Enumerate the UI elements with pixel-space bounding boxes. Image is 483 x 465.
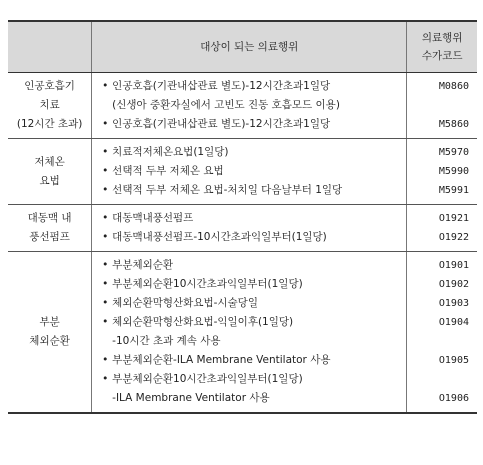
bullet-mark: • (102, 316, 109, 328)
procedure-code: O1902 (438, 279, 469, 290)
activity-line (102, 115, 406, 134)
procedure-code: O1906 (438, 393, 469, 404)
table-body (8, 73, 477, 414)
category-cell (8, 205, 92, 252)
code-cell (407, 73, 477, 139)
activity-text: 인공호흡(기관내삽관료 별도)-12시간초과1일당 (112, 80, 331, 92)
activity-text: (신생아 중환자실에서 고빈도 진동 호흡모드 이용) (112, 99, 340, 111)
activity-line (102, 332, 406, 351)
procedure-code: O1903 (438, 298, 469, 309)
bullet-mark: • (102, 297, 109, 309)
header-activity-cell: 대상이 되는 의료행위 (92, 21, 407, 73)
procedure-code (407, 332, 469, 351)
table-row (8, 205, 477, 252)
activity-line (102, 209, 406, 228)
category-label-line: 인공호흡기 (24, 80, 75, 92)
category-cell (8, 252, 92, 414)
bullet-mark: • (102, 80, 109, 92)
code-cell (407, 252, 477, 414)
activity-text: 선택적 두부 저체온 요법 (112, 165, 224, 177)
activity-line (102, 389, 406, 408)
procedure-code: M5990 (438, 166, 469, 177)
activity-text: -ILA Membrane Ventilator 사용 (112, 392, 270, 404)
category-label-line: 체외순환 (29, 335, 70, 347)
table-row (8, 139, 477, 205)
bullet-mark: • (102, 231, 109, 243)
activity-text: 체외순환막형산화요법-익일이후(1일당) (112, 316, 294, 328)
procedure-code (407, 96, 469, 115)
activity-line (102, 96, 406, 115)
bullet-mark: • (102, 212, 109, 224)
activity-line (102, 228, 406, 247)
bullet-mark: • (102, 146, 109, 158)
code-cell (407, 139, 477, 205)
category-label-line: 대동맥 내 (27, 212, 72, 224)
bullet-mark: • (102, 373, 109, 385)
activity-text: 부분체외순환-ILA Membrane Ventilator 사용 (112, 354, 331, 366)
activity-text: 치료적저체온요법(1일당) (112, 146, 229, 158)
procedure-code: O1901 (438, 260, 469, 271)
procedure-code: M5860 (438, 119, 469, 130)
code-cell (407, 205, 477, 252)
table-row (8, 73, 477, 139)
category-label-line: 저체온 (34, 155, 65, 168)
procedure-code: O1921 (438, 213, 469, 224)
activity-cell (92, 252, 407, 414)
activity-line (102, 162, 406, 181)
procedure-code: O1904 (438, 317, 469, 328)
bullet-mark: • (102, 354, 109, 366)
activity-line (102, 181, 406, 200)
bullet-mark: • (102, 259, 109, 271)
table-header-row (8, 21, 477, 73)
activity-text: 대동맥내풍선펌프 (112, 212, 194, 224)
activity-cell (92, 205, 407, 252)
procedure-code-table (8, 20, 477, 414)
procedure-code: O1905 (438, 355, 469, 366)
procedure-code: O1922 (438, 232, 469, 243)
activity-cell (92, 139, 407, 205)
activity-line (102, 351, 406, 370)
header-category-cell (8, 21, 92, 73)
activity-text: 대동맥내풍선펌프-10시간초과익일부터(1일당) (112, 231, 327, 243)
activity-line (102, 313, 406, 332)
category-label-line: 풍선펌프 (29, 231, 70, 243)
procedure-code: M5991 (438, 185, 469, 196)
category-label-line: 치료 (39, 99, 60, 111)
bullet-mark: • (102, 184, 109, 196)
table-row (8, 252, 477, 414)
activity-text: 부분체외순환 (112, 259, 174, 271)
category-cell (8, 73, 92, 139)
activity-line (102, 275, 406, 294)
activity-line (102, 77, 406, 96)
procedure-code: M5970 (438, 147, 469, 158)
procedure-code (407, 370, 469, 389)
bullet-mark: • (102, 165, 109, 177)
activity-line (102, 370, 406, 389)
header-code-label-line1: 의료행위 (421, 32, 463, 44)
bullet-mark: • (102, 118, 109, 130)
activity-cell (92, 73, 407, 139)
bullet-mark: • (102, 278, 109, 290)
category-label-line: 부분 (39, 316, 60, 328)
procedure-code: M0860 (438, 81, 469, 92)
category-label-line: 요법 (39, 174, 60, 187)
activity-text: 선택적 두부 저체온 요법-처치일 다음날부터 1일당 (112, 184, 343, 196)
activity-text: -10시간 초과 계속 사용 (112, 335, 221, 347)
activity-line (102, 143, 406, 162)
header-code-cell (407, 21, 477, 73)
activity-text: 인공호흡(기관내삽관료 별도)-12시간초과1일당 (112, 118, 331, 130)
activity-line (102, 294, 406, 313)
activity-line (102, 256, 406, 275)
activity-text: 부분체외순환10시간초과익일부터(1일당) (112, 373, 303, 385)
activity-text: 체외순환막형산화요법-시술당일 (112, 297, 258, 309)
category-label-line: (12시간 초과) (16, 118, 83, 130)
header-code-label-line2: 수가코드 (421, 50, 463, 62)
category-cell (8, 139, 92, 205)
activity-text: 부분체외순환10시간초과익일부터(1일당) (112, 278, 303, 290)
